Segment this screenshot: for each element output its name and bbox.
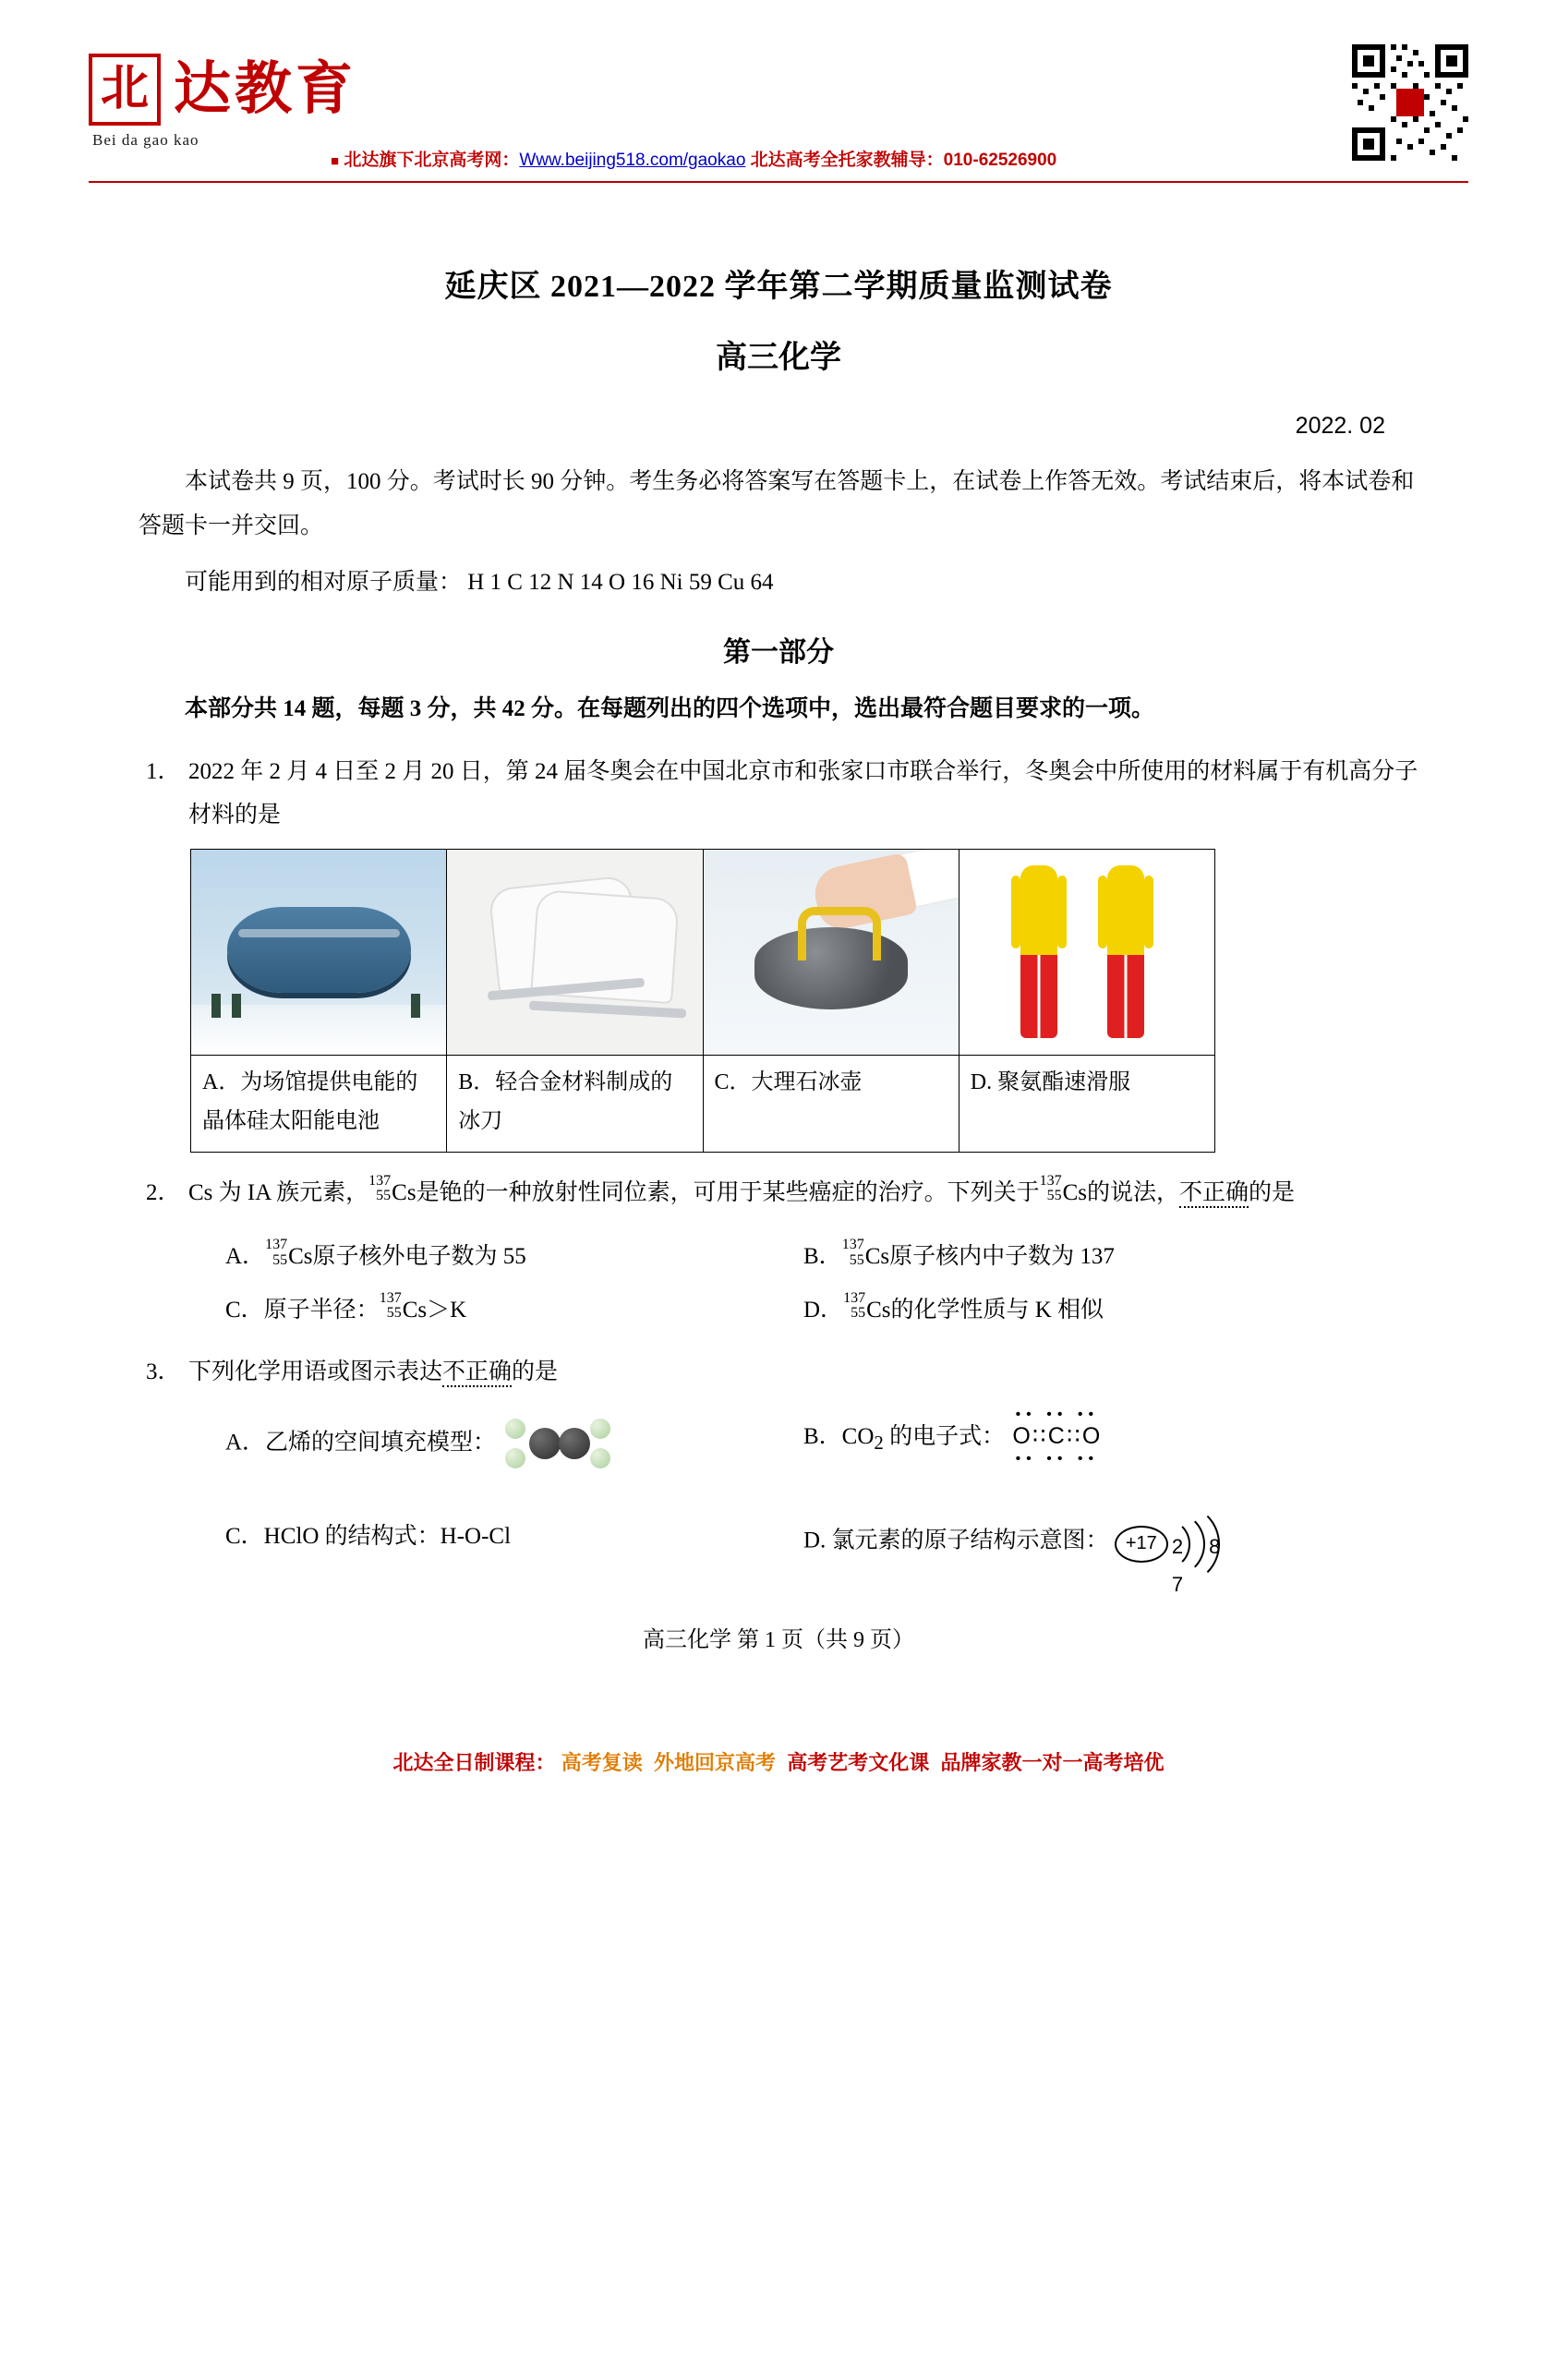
q2-option-d-text: 的化学性质与 K 相似	[890, 1297, 1104, 1323]
lewis-dots-bottom: •• •• ••	[1015, 1450, 1100, 1467]
q2-option-c[interactable]	[188, 1288, 803, 1333]
document-body	[139, 259, 1418, 1661]
logo-row	[89, 54, 356, 126]
page-title: 延庆区 2021—2022 学年第二学期质量监测试卷	[444, 270, 1113, 304]
isotope-indices-2	[1040, 1174, 1062, 1205]
q2-a-number: 55	[272, 1251, 288, 1268]
option-b-image-cell	[447, 849, 703, 1055]
isotope-symbol-2: Cs	[1062, 1179, 1087, 1205]
q3-col-left-1	[188, 1406, 803, 1474]
q3-stem-part-b: 的是	[512, 1359, 559, 1385]
footer-ad-part-1: 北达全日制课程：	[392, 1750, 556, 1774]
q3-option-b-text-a: B．CO	[803, 1423, 875, 1449]
q2-stem-part-a: Cs 为 IA 族元素，	[188, 1179, 369, 1205]
ethene-space-filling-model-icon	[501, 1415, 623, 1474]
q2-a-mass: 137	[265, 1237, 288, 1253]
header-phone-label: 北达高考全托家教辅导：010-62526900	[750, 151, 1057, 170]
header-site-label: 北达旗下北京高考网：	[344, 151, 520, 170]
q3-option-a-text: A．乙烯的空间填充模型：	[225, 1430, 497, 1456]
q2-a-symbol: Cs	[288, 1244, 313, 1270]
question-2-number: 2．	[146, 1179, 181, 1205]
question-3	[139, 1350, 1418, 1597]
q2-option-b-text: 原子核内中子数为 137	[889, 1244, 1115, 1270]
q2-d-number: 55	[851, 1305, 866, 1322]
q3-stem-part-a: 下列化学用语或图示表达	[188, 1359, 443, 1385]
option-a-label: A．为场馆提供电能的晶体硅太阳能电池	[202, 1069, 418, 1133]
co2-lewis-structure-icon	[1010, 1406, 1104, 1467]
option-d-label: D. 聚氨酯速滑服	[970, 1069, 1131, 1094]
footer-ad-part-2: 高考复读	[561, 1750, 643, 1774]
q2-b-isotope	[842, 1238, 864, 1269]
isotope-indices	[368, 1174, 391, 1205]
page-subtitle: 高三化学	[716, 340, 841, 375]
question-3-options-row-1	[188, 1406, 1418, 1474]
ice-skate-photo	[447, 850, 702, 1055]
question-1	[139, 750, 1418, 838]
question-3-options-row-2	[188, 1505, 1418, 1597]
page-footer-label: 高三化学 第 1 页（共 9 页）	[643, 1627, 914, 1652]
q2-c-mass: 137	[379, 1289, 402, 1306]
q2-c-symbol: Cs	[402, 1297, 428, 1323]
intro-paragraph-1: 本试卷共 9 页，100 分。考试时长 90 分钟。考生务必将答案写在答题卡上，在试卷上作答无效。考试结束后，将本试卷和答题卡一并交回。	[139, 469, 1415, 538]
footer-ad-part-5: 品牌家教一对一高考培优	[940, 1750, 1165, 1774]
footer-advertisement	[0, 1747, 1557, 1776]
q2-emphasis: 不正确	[1179, 1180, 1249, 1208]
q2-option-a[interactable]	[188, 1235, 803, 1279]
q2-b-mass: 137	[841, 1237, 864, 1253]
q2-stem-part-c: 的说法，	[1086, 1179, 1179, 1205]
option-c-image-cell	[703, 849, 959, 1055]
option-c-label-cell[interactable]	[703, 1055, 959, 1152]
speed-skating-suit-photo	[960, 850, 1214, 1055]
q2-c-isotope	[380, 1291, 402, 1323]
isotope-mass-number-2: 137	[1039, 1172, 1062, 1189]
isotope-symbol: Cs	[392, 1179, 416, 1205]
option-b-label-cell[interactable]	[447, 1055, 703, 1152]
q2-b-symbol: Cs	[864, 1244, 890, 1270]
question-2-options-left	[188, 1226, 803, 1332]
question-1-number: 1．	[146, 758, 181, 784]
q3-col-right-1	[803, 1406, 1418, 1474]
q2-stem-part-b: 是铯的一种放射性同位素，可用于某些癌症的治疗。下列关于	[416, 1179, 1040, 1205]
q2-option-a-letter: A．	[225, 1244, 266, 1270]
isotope-mass-number: 137	[368, 1172, 392, 1189]
option-b-label: B．轻合金材料制成的冰刀	[458, 1069, 673, 1133]
q3-option-d[interactable]	[803, 1515, 1418, 1597]
header-site-link[interactable]: Www.beijing518.com/gaokao	[519, 151, 746, 170]
q3-emphasis: 不正确	[442, 1359, 512, 1387]
q2-option-b-letter: B．	[803, 1244, 842, 1270]
q3-option-b[interactable]	[803, 1406, 1418, 1467]
brand-logo	[89, 54, 356, 150]
q3-option-a[interactable]	[188, 1415, 803, 1474]
q3-col-left-2	[188, 1505, 803, 1570]
page-header	[89, 44, 1468, 201]
footer-ad-part-4: 高考艺考文化课	[787, 1750, 930, 1774]
table-row-images	[191, 849, 1215, 1055]
question-2-stem	[188, 1171, 1418, 1333]
option-c-label: C．大理石冰壶	[714, 1069, 863, 1094]
lewis-atoms: O∶∶C∶∶O	[1012, 1422, 1103, 1449]
option-a-label-cell[interactable]	[191, 1055, 447, 1152]
q2-d-mass: 137	[843, 1289, 866, 1306]
question-2-options	[188, 1226, 1418, 1332]
question-2	[139, 1171, 1418, 1333]
q3-col-right-2	[803, 1505, 1418, 1597]
table-row-labels	[191, 1055, 1215, 1152]
isotope-atomic-number: 55	[376, 1188, 392, 1204]
atom-nucleus-charge: +17	[1115, 1526, 1168, 1563]
q2-option-b[interactable]	[803, 1235, 1418, 1279]
speed-skating-venue-photo	[191, 850, 446, 1055]
q3-option-c[interactable]: C．HClO 的结构式：H-O-Cl	[225, 1523, 512, 1549]
lewis-dots-top: •• •• ••	[1015, 1406, 1100, 1422]
header-divider	[89, 181, 1468, 183]
bullet-square-icon: ■	[331, 153, 340, 169]
q2-d-isotope	[843, 1291, 865, 1323]
question-2-options-right	[803, 1226, 1418, 1332]
q2-option-d[interactable]	[803, 1288, 1418, 1333]
q3-option-b-text-b: 的电子式：	[883, 1423, 1006, 1449]
q2-b-number: 55	[849, 1251, 864, 1268]
logo-text: 达教育	[174, 58, 357, 121]
isotope-atomic-number-2: 55	[1046, 1188, 1062, 1204]
question-1-stem: 2022 年 2 月 4 日至 2 月 20 日，第 24 届冬奥会在中国北京市和张家口市联合举行，冬奥会中所使用的材料属于有机高分子材料的是	[188, 758, 1418, 828]
q2-option-c-letter: C．原子半径：	[225, 1297, 380, 1323]
q2-option-c-text: ＞K	[427, 1297, 467, 1323]
chlorine-atom-structure-icon	[1115, 1515, 1262, 1597]
qr-code-icon	[1352, 44, 1468, 161]
section-description: 本部分共 14 题，每题 3 分，共 42 分。在每题列出的四个选项中，选出最符合题目要求的一项。	[185, 696, 1155, 722]
section-heading-part-one: 第一部分	[723, 636, 834, 668]
q2-a-isotope	[265, 1238, 287, 1269]
exam-paper-page	[0, 44, 1557, 2380]
q2-option-d-letter: D．	[803, 1297, 844, 1323]
question-3-stem	[188, 1350, 1418, 1597]
q3-option-d-text: D. 氯元素的原子结构示意图：	[803, 1528, 1109, 1553]
exam-date: 2022. 02	[1295, 412, 1385, 439]
atom-shell-electrons: 2 8 7	[1171, 1534, 1231, 1597]
logo-seal-icon: 北	[89, 54, 161, 126]
question-1-options-table	[190, 849, 1215, 1153]
option-d-label-cell[interactable]	[959, 1055, 1214, 1152]
q2-c-number: 55	[386, 1305, 402, 1322]
q2-stem-part-d: 的是	[1249, 1179, 1296, 1205]
q2-d-symbol: Cs	[866, 1297, 891, 1323]
q3-option-b-subscript: 2	[874, 1431, 884, 1454]
footer-ad-part-3: 外地回京高考	[653, 1750, 776, 1774]
logo-pinyin: Bei da gao kao	[92, 131, 199, 149]
curling-stone-photo	[704, 850, 959, 1055]
question-3-number: 3．	[146, 1359, 181, 1385]
q2-option-a-text: 原子核外电子数为 55	[312, 1244, 526, 1270]
option-a-image-cell	[191, 849, 447, 1055]
header-info-bar	[331, 146, 1056, 171]
intro-paragraph-2: 可能用到的相对原子质量： H 1 C 12 N 14 O 16 Ni 59 Cu 64	[185, 570, 774, 596]
option-d-image-cell	[959, 849, 1214, 1055]
